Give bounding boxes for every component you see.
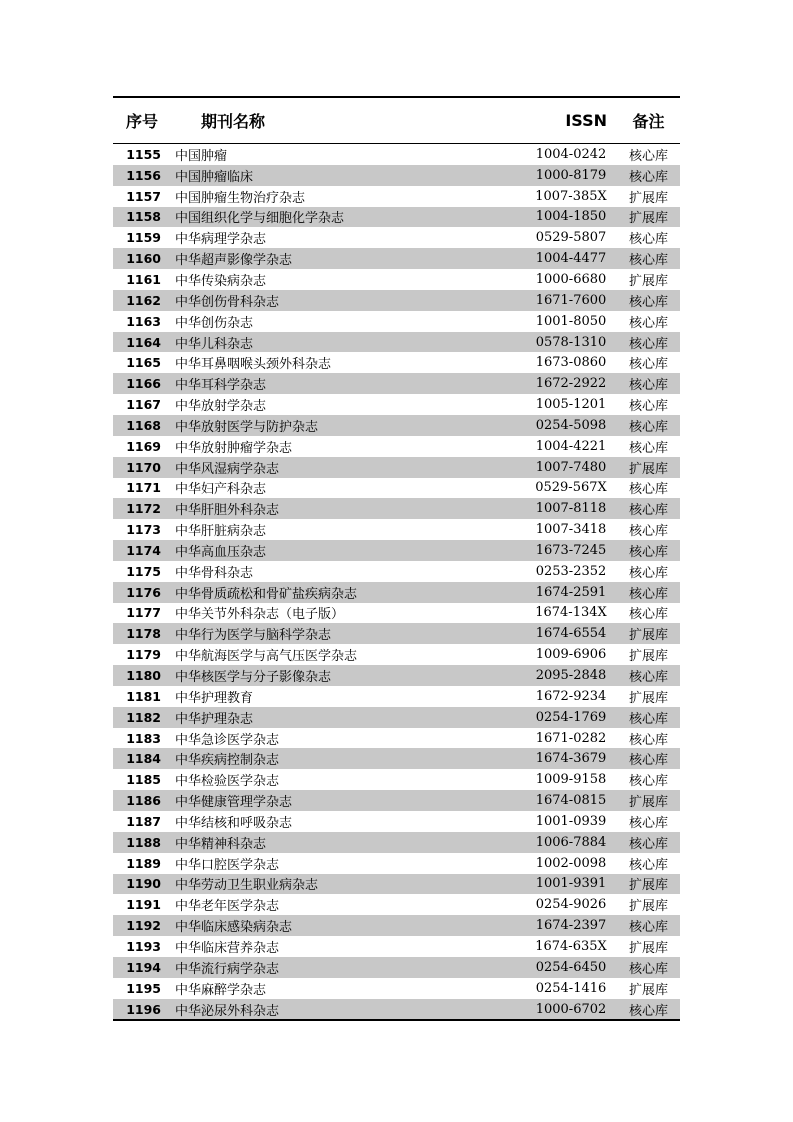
- table-row: [113, 540, 680, 561]
- row-number: 1162: [126, 292, 161, 308]
- table-row: [113, 790, 680, 811]
- row-number: 1183: [126, 730, 161, 746]
- note-value: 核心库: [628, 857, 668, 873]
- issn-value: 1672-2922: [535, 376, 607, 392]
- header-name: 期刊名称: [201, 112, 266, 131]
- row-number: 1160: [126, 251, 161, 267]
- issn-value: 1004-4477: [535, 251, 607, 267]
- table-row: [113, 686, 680, 707]
- issn-value: 1674-134X: [535, 605, 607, 621]
- note-value: 核心库: [628, 315, 668, 331]
- note-value: 核心库: [628, 148, 668, 164]
- note-value: 核心库: [628, 482, 668, 498]
- table-row: [113, 373, 680, 394]
- journal-name: 中华检验医学杂志: [175, 774, 280, 790]
- table-row: [113, 561, 680, 582]
- row-number: 1171: [126, 480, 161, 496]
- note-value: 扩展库: [628, 899, 668, 915]
- table-row: [113, 978, 680, 999]
- journal-name: 中华风湿病学杂志: [175, 461, 280, 477]
- issn-value: 1007-8118: [535, 501, 607, 517]
- journal-name: 中华放射肿瘤学杂志: [175, 440, 293, 456]
- table-row: [113, 582, 680, 603]
- issn-value: 1673-0860: [535, 355, 607, 371]
- table-row: [113, 915, 680, 936]
- row-number: 1184: [126, 751, 161, 767]
- journal-name: 中华高血压杂志: [175, 544, 267, 560]
- note-value: 核心库: [628, 378, 668, 394]
- table-row: [113, 269, 680, 290]
- row-number: 1169: [126, 438, 161, 454]
- row-number: 1182: [126, 709, 161, 725]
- table-row: [113, 415, 680, 436]
- note-value: 核心库: [628, 399, 668, 415]
- table-row: [113, 728, 680, 749]
- journal-name: 中华流行病学杂志: [175, 961, 280, 977]
- journal-name: 中国肿瘤生物治疗杂志: [175, 190, 306, 206]
- note-value: 核心库: [628, 524, 668, 540]
- issn-value: 1000-6680: [535, 271, 607, 287]
- journal-name: 中华创伤骨科杂志: [175, 294, 280, 310]
- issn-value: 0529-5807: [535, 230, 607, 246]
- header-note: 备注: [632, 112, 665, 131]
- journal-name: 中华骨质疏松和骨矿盐疾病杂志: [175, 586, 358, 602]
- note-value: 扩展库: [628, 461, 668, 477]
- row-number: 1186: [126, 793, 161, 809]
- row-number: 1167: [126, 397, 161, 413]
- note-value: 核心库: [628, 753, 668, 769]
- row-number: 1163: [126, 313, 161, 329]
- row-number: 1159: [126, 230, 161, 246]
- note-value: 核心库: [628, 961, 668, 977]
- issn-value: 0253-2352: [535, 563, 607, 579]
- table-row: [113, 894, 680, 915]
- issn-value: 1004-0242: [535, 146, 607, 162]
- row-number: 1179: [126, 647, 161, 663]
- table-row: [113, 144, 680, 165]
- issn-value: 1674-0815: [535, 793, 607, 809]
- journal-name: 中华航海医学与高气压医学杂志: [175, 649, 358, 665]
- table-row: [113, 853, 680, 874]
- row-number: 1178: [126, 626, 161, 642]
- table-row: [113, 457, 680, 478]
- row-number: 1172: [126, 501, 161, 517]
- row-number: 1168: [126, 417, 161, 433]
- table-row: [113, 874, 680, 895]
- table-row: [113, 811, 680, 832]
- table-row: [113, 832, 680, 853]
- issn-value: 0254-6450: [535, 959, 607, 975]
- note-value: 扩展库: [628, 211, 668, 227]
- issn-value: 1674-635X: [535, 938, 607, 954]
- issn-value: 0254-9026: [535, 897, 607, 913]
- issn-value: 1674-6554: [535, 626, 607, 642]
- row-number: 1187: [126, 813, 161, 829]
- journal-name: 中华临床感染病杂志: [175, 920, 293, 936]
- table-row: [113, 498, 680, 519]
- issn-value: 1001-0939: [535, 813, 607, 829]
- table-row: [113, 999, 680, 1020]
- journal-name: 中国组织化学与细胞化学杂志: [175, 211, 345, 227]
- issn-value: 0529-567X: [535, 480, 607, 496]
- table-row: [113, 165, 680, 186]
- row-number: 1185: [126, 772, 161, 788]
- note-value: 核心库: [628, 586, 668, 602]
- journal-name: 中华创伤杂志: [175, 315, 254, 331]
- table-row: [113, 665, 680, 686]
- note-value: 核心库: [628, 774, 668, 790]
- journal-name: 中华泌尿外科杂志: [175, 1003, 280, 1019]
- journal-name: 中华临床营养杂志: [175, 940, 280, 956]
- row-number: 1174: [126, 542, 161, 558]
- row-number: 1193: [126, 938, 161, 954]
- journal-name: 中华妇产科杂志: [175, 482, 267, 498]
- row-number: 1189: [126, 855, 161, 871]
- issn-value: 1007-3418: [535, 522, 607, 538]
- journal-name: 中华肝胆外科杂志: [175, 503, 280, 519]
- journal-name: 中华行为医学与脑科学杂志: [175, 628, 332, 644]
- journal-name: 中华儿科杂志: [175, 336, 254, 352]
- issn-value: 1000-6702: [535, 1001, 607, 1017]
- journal-name: 中华放射医学与防护杂志: [175, 419, 319, 435]
- table-body: [113, 144, 680, 1019]
- table-row: [113, 207, 680, 228]
- issn-value: 1673-7245: [535, 542, 607, 558]
- journal-name: 中华肝脏病杂志: [175, 524, 267, 540]
- note-value: 核心库: [628, 503, 668, 519]
- issn-value: 0254-1769: [535, 709, 607, 725]
- row-number: 1175: [126, 563, 161, 579]
- row-number: 1192: [126, 918, 161, 934]
- journal-name: 中国肿瘤: [175, 148, 228, 164]
- issn-value: 0254-1416: [535, 980, 607, 996]
- table-row: [113, 394, 680, 415]
- row-number: 1170: [126, 459, 161, 475]
- row-number: 1176: [126, 584, 161, 600]
- note-value: 核心库: [628, 670, 668, 686]
- journal-name: 中华超声影像学杂志: [175, 253, 293, 269]
- row-number: 1180: [126, 668, 161, 684]
- journal-name: 中华急诊医学杂志: [175, 732, 280, 748]
- table-row: [113, 957, 680, 978]
- table-row: [113, 769, 680, 790]
- note-value: 扩展库: [628, 982, 668, 998]
- issn-value: 1671-0282: [535, 730, 607, 746]
- issn-value: 1002-0098: [535, 855, 607, 871]
- note-value: 核心库: [628, 357, 668, 373]
- row-number: 1155: [126, 146, 161, 162]
- note-value: 扩展库: [628, 190, 668, 206]
- journal-name: 中华关节外科杂志（电子版）: [175, 607, 345, 623]
- note-value: 核心库: [628, 294, 668, 310]
- issn-value: 1672-9234: [535, 688, 607, 704]
- issn-value: 1001-8050: [535, 313, 607, 329]
- issn-value: 1009-9158: [535, 772, 607, 788]
- journal-name: 中华核医学与分子影像杂志: [175, 670, 332, 686]
- note-value: 核心库: [628, 419, 668, 435]
- table-header: [113, 98, 680, 144]
- note-value: 核心库: [628, 711, 668, 727]
- issn-value: 1004-4221: [535, 438, 607, 454]
- note-value: 扩展库: [628, 690, 668, 706]
- journal-name: 中华骨科杂志: [175, 565, 254, 581]
- journal-name: 中华病理学杂志: [175, 232, 267, 248]
- journal-name: 中华老年医学杂志: [175, 899, 280, 915]
- row-number: 1195: [126, 980, 161, 996]
- table-row: [113, 478, 680, 499]
- table-row: [113, 707, 680, 728]
- journal-name: 中华精神科杂志: [175, 836, 267, 852]
- header-issn: ISSN: [565, 111, 607, 130]
- table-row: [113, 519, 680, 540]
- note-value: 扩展库: [628, 649, 668, 665]
- issn-value: 0254-5098: [535, 417, 607, 433]
- note-value: 核心库: [628, 336, 668, 352]
- issn-value: 2095-2848: [535, 668, 607, 684]
- issn-value: 1005-1201: [535, 397, 607, 413]
- journal-name: 中华劳动卫生职业病杂志: [175, 878, 319, 894]
- journal-name: 中华耳鼻咽喉头颈外科杂志: [175, 357, 332, 373]
- note-value: 核心库: [628, 836, 668, 852]
- row-number: 1194: [126, 959, 161, 975]
- issn-value: 1674-2591: [535, 584, 607, 600]
- table-row: [113, 290, 680, 311]
- table-row: [113, 248, 680, 269]
- row-number: 1158: [126, 209, 161, 225]
- note-value: 核心库: [628, 544, 668, 560]
- journal-name: 中华口腔医学杂志: [175, 857, 280, 873]
- note-value: 核心库: [628, 1003, 668, 1019]
- note-value: 扩展库: [628, 273, 668, 289]
- note-value: 扩展库: [628, 795, 668, 811]
- table-row: [113, 436, 680, 457]
- note-value: 核心库: [628, 565, 668, 581]
- journal-name: 中华放射学杂志: [175, 399, 267, 415]
- journal-name: 中华护理杂志: [175, 711, 254, 727]
- journal-name: 中华传染病杂志: [175, 273, 267, 289]
- note-value: 核心库: [628, 253, 668, 269]
- note-value: 扩展库: [628, 940, 668, 956]
- table-row: [113, 603, 680, 624]
- table-row: [113, 352, 680, 373]
- journal-name: 中华耳科学杂志: [175, 378, 267, 394]
- issn-value: 1674-2397: [535, 918, 607, 934]
- row-number: 1157: [126, 188, 161, 204]
- issn-value: 1000-8179: [535, 167, 607, 183]
- journal-name: 中华健康管理学杂志: [175, 795, 293, 811]
- note-value: 核心库: [628, 169, 668, 185]
- table-row: [113, 623, 680, 644]
- issn-value: 1007-7480: [535, 459, 607, 475]
- table-row: [113, 332, 680, 353]
- journal-name: 中华结核和呼吸杂志: [175, 815, 293, 831]
- header-no: 序号: [125, 112, 158, 131]
- row-number: 1196: [126, 1001, 161, 1017]
- note-value: 核心库: [628, 920, 668, 936]
- note-value: 核心库: [628, 732, 668, 748]
- table-row: [113, 227, 680, 248]
- table-row: [113, 644, 680, 665]
- note-value: 扩展库: [628, 878, 668, 894]
- journal-name: 中国肿瘤临床: [175, 169, 254, 185]
- table-row: [113, 311, 680, 332]
- journal-table: [113, 96, 680, 1021]
- journal-name: 中华麻醉学杂志: [175, 982, 267, 998]
- row-number: 1161: [126, 271, 161, 287]
- issn-value: 0578-1310: [535, 334, 607, 350]
- row-number: 1181: [126, 688, 161, 704]
- row-number: 1177: [126, 605, 161, 621]
- note-value: 扩展库: [628, 628, 668, 644]
- journal-name: 中华疾病控制杂志: [175, 753, 280, 769]
- table-row: [113, 748, 680, 769]
- issn-value: 1006-7884: [535, 834, 607, 850]
- row-number: 1164: [126, 334, 161, 350]
- row-number: 1166: [126, 376, 161, 392]
- note-value: 核心库: [628, 815, 668, 831]
- row-number: 1165: [126, 355, 161, 371]
- row-number: 1188: [126, 834, 161, 850]
- issn-value: 1004-1850: [535, 209, 607, 225]
- table-row: [113, 186, 680, 207]
- row-number: 1156: [126, 167, 161, 183]
- journal-name: 中华护理教育: [175, 690, 254, 706]
- issn-value: 1001-9391: [535, 876, 607, 892]
- note-value: 核心库: [628, 607, 668, 623]
- table-row: [113, 936, 680, 957]
- note-value: 核心库: [628, 232, 668, 248]
- row-number: 1173: [126, 522, 161, 538]
- row-number: 1190: [126, 876, 161, 892]
- issn-value: 1007-385X: [535, 188, 607, 204]
- row-number: 1191: [126, 897, 161, 913]
- issn-value: 1674-3679: [535, 751, 607, 767]
- note-value: 核心库: [628, 440, 668, 456]
- issn-value: 1671-7600: [535, 292, 607, 308]
- issn-value: 1009-6906: [535, 647, 607, 663]
